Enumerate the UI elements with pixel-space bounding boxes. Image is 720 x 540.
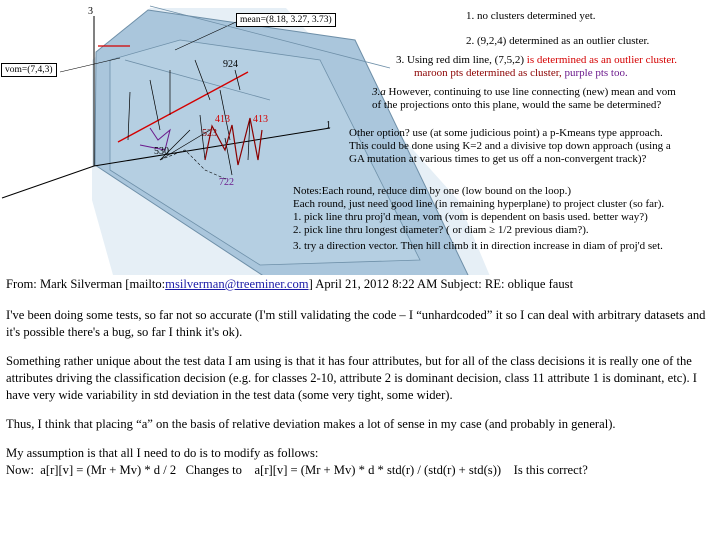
email-from-prefix: From: Mark Silverman [mailto: xyxy=(6,277,166,291)
email-paragraph-3: Thus, I think that placing “a” on the basis of relative deviation makes a lot of sense in my case (and probably in general). xyxy=(6,417,616,431)
note-3a-line1: However, continuing to use line connecting (new) mean and vom xyxy=(385,86,676,98)
point-523: 523 xyxy=(202,128,217,139)
point-413-left: 413 xyxy=(215,114,230,125)
vom-box: vom=(7,4,3) xyxy=(1,63,57,77)
mean-box: mean=(8.18, 3.27, 3.73) xyxy=(236,13,336,27)
notes-line3: 1. pick line thru proj'd mean, vom (vom is dependent on basis used. better way?) xyxy=(293,211,648,223)
point-413-right: 413 xyxy=(253,114,268,125)
point-722: 722 xyxy=(219,177,234,188)
axis-label-1: 1 xyxy=(326,120,331,131)
note-step-3 xyxy=(396,54,677,67)
note-3a-label: 3.a xyxy=(372,86,386,98)
email-p4-line2: Now: a[r][v] = (Mr + Mv) * d / 2 Changes to a[r][v] = (Mr + Mv) * d * std(r) / (std(r) + std(s)) Is this correct? xyxy=(6,463,588,477)
point-924: 924 xyxy=(223,59,238,70)
note-step-3-text: 3. Using red dim line, (7,5,2) xyxy=(396,54,527,66)
note-maroon-text: maroon pts determined as cluster, xyxy=(414,67,565,79)
email-header xyxy=(6,276,712,293)
email-paragraph-1: I've been doing some tests, so far not so accurate (I'm still validating the code – I “unhardcoded” it so I can deal with arbitrary datasets and it's possible there's a bug, so far I think it's ok). xyxy=(6,308,706,339)
notes-line4: 2. pick line thru longest diameter? ( or diam ≥ 1/2 previous diam?). xyxy=(293,224,589,236)
axis-diagonal xyxy=(2,166,94,198)
email-paragraph-4 xyxy=(6,445,712,479)
other-option-line2: This could be done using K=2 and a divisive top down approach (using a xyxy=(349,140,671,152)
note-step-1: 1. no clusters determined yet. xyxy=(466,10,596,22)
notes-line2: Each round, just need good line (in remaining hyperplane) to project cluster (so far). xyxy=(293,198,665,210)
email-p4-line1: My assumption is that all I need to do is to modify as follows: xyxy=(6,446,319,460)
note-step-2: 2. (9,2,4) determined as an outlier cluster. xyxy=(466,35,650,47)
email-link[interactable]: msilverman@treeminer.com xyxy=(165,277,309,291)
other-option-line1: Other option? use (at some judicious point) a p-Kmeans type approach. xyxy=(349,127,663,139)
note-purple-text: purple pts too. xyxy=(564,67,628,79)
notes-line5: 3. try a direction vector. Then hill climb it in direction increase in diam of proj'd set. xyxy=(293,240,663,252)
other-option-line3: GA mutation at various times to get us off a non-convergent track)? xyxy=(349,153,647,165)
note-step-3-red: is determined as an outlier cluster. xyxy=(526,54,678,66)
axis-label-3: 3 xyxy=(88,6,93,17)
note-step-3a-line2: of the projections onto this plane, would the same be determined? xyxy=(372,99,662,111)
note-step-3-line2 xyxy=(414,67,628,80)
point-530: 530 xyxy=(154,146,169,157)
email-paragraph-2: Something rather unique about the test data I am using is that it has four attributes, but for all of the class decisions it is really one of the attributes driving the classification decision (e.g. for classes 2-10, attribute 2 is dominant decision, class 11 attribute 1 is dominant, etc). I have very wide variability in std deviation in the test data (some very tight, some wider). xyxy=(6,354,697,402)
note-step-3a xyxy=(372,86,676,99)
email-from-suffix: ] April 21, 2012 8:22 AM Subject: RE: oblique faust xyxy=(308,277,574,291)
notes-line1: Notes:Each round, reduce dim by one (low bound on the loop.) xyxy=(293,185,571,197)
email-body xyxy=(6,276,712,491)
